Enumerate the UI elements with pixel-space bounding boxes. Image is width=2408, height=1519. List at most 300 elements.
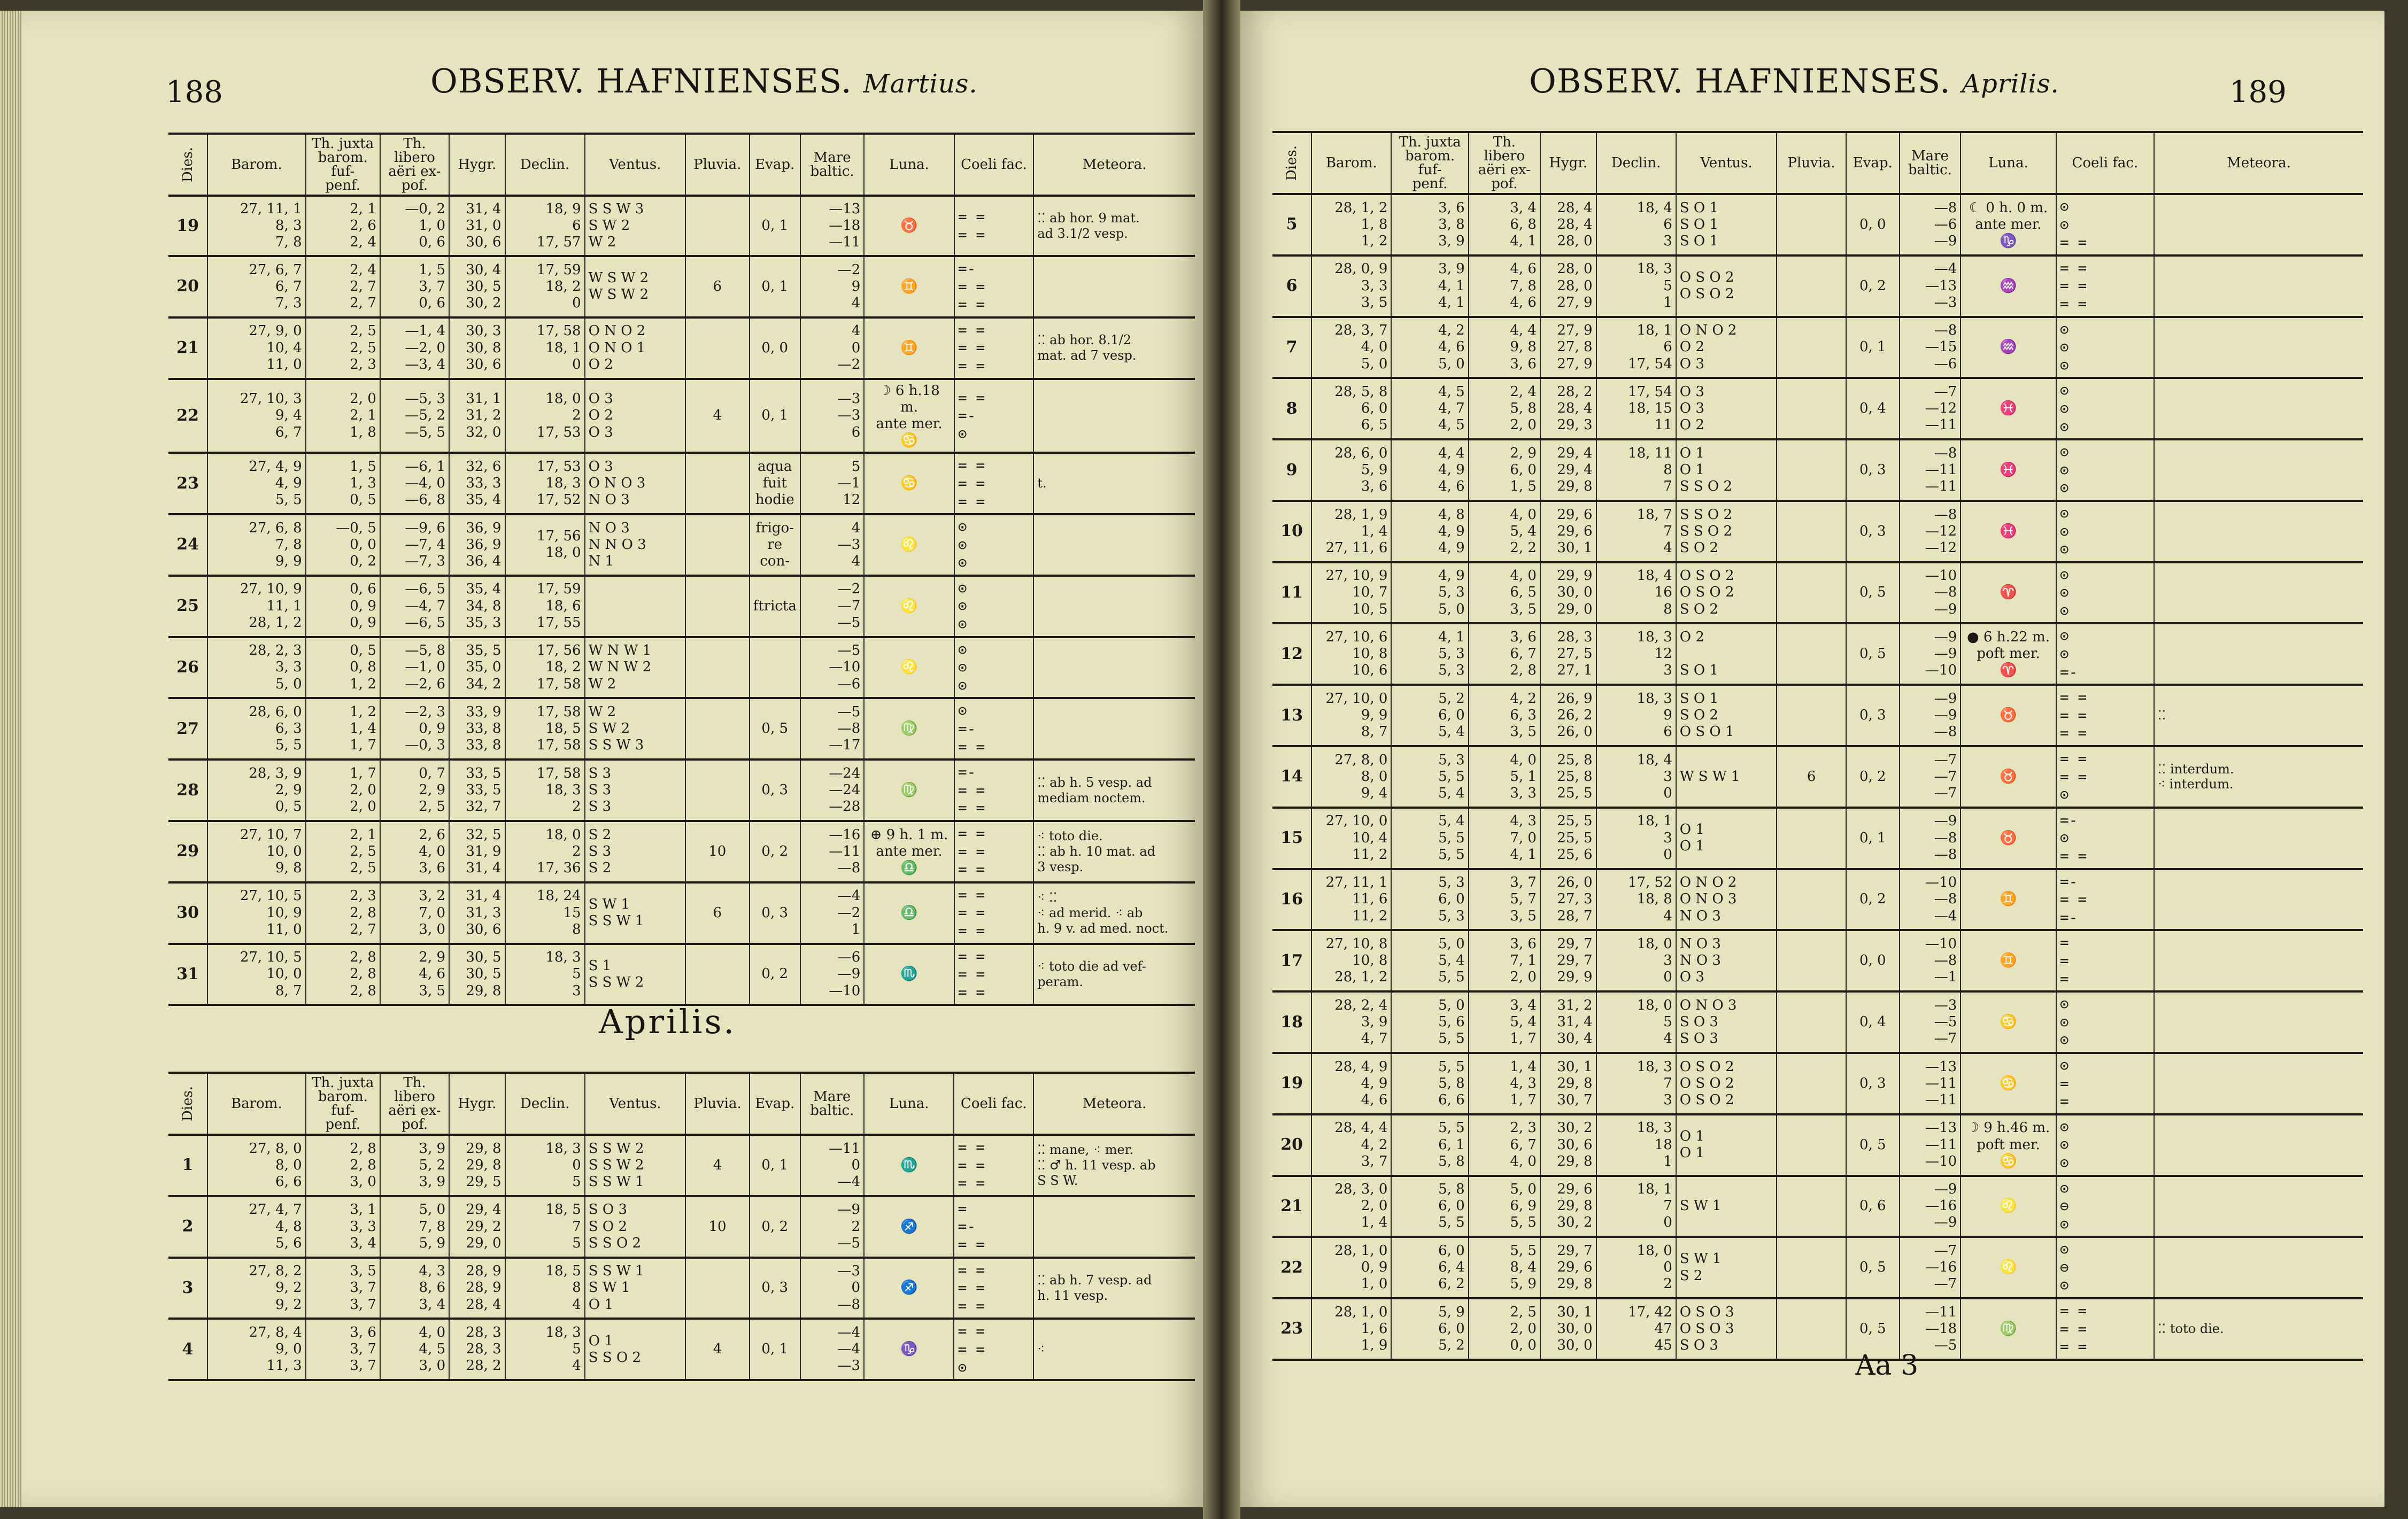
aprilis-table-right — [1272, 131, 2363, 1361]
evaporation-cell — [750, 637, 800, 699]
thermometer-outdoor-cell: —6, 1 —4, 0 —6, 8 — [380, 453, 449, 514]
page-edges — [0, 11, 21, 1507]
left-page — [21, 11, 1203, 1507]
baltic-sea-cell: —8 —11 —11 — [1900, 439, 1961, 501]
baltic-sea-cell: —7 —12 —11 — [1900, 378, 1961, 439]
declination-cell: 18, 0 5 4 — [1596, 991, 1676, 1053]
table-row — [168, 576, 1195, 637]
thermometer-outdoor-cell: 4, 6 7, 8 4, 6 — [1469, 255, 1540, 317]
wind-cell: W N W 1 W N W 2 W 2 — [585, 637, 685, 699]
baltic-sea-cell: 4 0 —2 — [800, 317, 864, 379]
moon-cell: ♊ — [1961, 930, 2056, 991]
column-header-baltic-sea: Mare baltic. — [800, 1073, 864, 1135]
baltic-sea-cell: —3 —5 —7 — [1900, 991, 1961, 1053]
baltic-sea-cell: —9 2 —5 — [800, 1196, 864, 1258]
day-cell: 20 — [168, 256, 207, 317]
wind-cell: O N O 2 O N O 3 N O 3 — [1676, 869, 1777, 931]
moon-cell: ♍ — [864, 759, 954, 821]
table-row — [168, 196, 1195, 256]
wind-cell: O 3 O 3 O 2 — [1676, 378, 1777, 439]
sky-state-cell: ⊙ ⊙ ⊙ — [2056, 562, 2154, 624]
thermometer-outdoor-cell: 4, 0 5, 4 2, 2 — [1469, 501, 1540, 562]
table-row — [168, 317, 1195, 379]
meteora-cell — [2154, 869, 2363, 931]
sky-state-cell: = = = = = = — [954, 882, 1034, 944]
baltic-sea-cell: —9 —9 —10 — [1900, 623, 1961, 685]
hygrometer-cell: 31, 4 31, 3 30, 6 — [449, 882, 505, 944]
hygrometer-cell: 30, 3 30, 8 30, 6 — [449, 317, 505, 379]
sky-state-cell: ⊙ ⊙ ⊙ — [954, 637, 1034, 699]
barometer-cell: 27, 4, 9 4, 9 5, 5 — [207, 453, 305, 514]
thermometer-indoor-cell: 5, 2 6, 0 5, 4 — [1391, 685, 1468, 746]
rain-cell — [685, 1258, 750, 1319]
declination-cell: 17, 59 18, 2 0 — [505, 256, 585, 317]
moon-cell: ☽ 9 h.46 m. poft mer. ♋ — [1961, 1114, 2056, 1176]
section-title: Aprilis. — [599, 1002, 737, 1041]
meteora-cell: ⁚⁚ mane, ⁖ mer. ⁚⁚ ♂ h. 11 vesp. ab S S W. — [1033, 1135, 1195, 1196]
wind-cell: W S W 2 W S W 2 — [585, 256, 685, 317]
sky-state-cell: = = = — [2056, 930, 2154, 991]
day-cell: 5 — [1272, 194, 1311, 255]
table-row — [168, 1135, 1195, 1196]
meteora-cell — [2154, 501, 2363, 562]
hygrometer-cell: 29, 7 29, 6 29, 8 — [1540, 1237, 1596, 1298]
wind-cell: O 2 S O 1 — [1676, 623, 1777, 685]
baltic-sea-cell: —8 —6 —9 — [1900, 194, 1961, 255]
column-header-declination: Declin. — [505, 134, 585, 196]
sky-state-cell: = = = = = = — [954, 1135, 1033, 1196]
evaporation-cell: 0, 3 — [1846, 1053, 1900, 1114]
moon-cell: ♓ — [1961, 501, 2056, 562]
baltic-sea-cell: —24 —24 —28 — [800, 759, 864, 821]
moon-cell: ♓ — [1961, 378, 2056, 439]
evaporation-cell: aqua fuit hodie — [750, 453, 800, 514]
thermometer-outdoor-cell: 2, 4 5, 8 2, 0 — [1469, 378, 1540, 439]
evaporation-cell: 0, 2 — [750, 821, 800, 882]
hygrometer-cell: 28, 9 28, 9 28, 4 — [449, 1258, 505, 1319]
rain-cell — [685, 944, 750, 1005]
evaporation-cell: 0, 0 — [750, 317, 800, 379]
thermometer-indoor-cell: 2, 8 2, 8 2, 8 — [306, 944, 380, 1005]
barometer-cell: 27, 8, 0 8, 0 6, 6 — [207, 1135, 306, 1196]
baltic-sea-cell: 5 —1 12 — [800, 453, 864, 514]
sky-state-cell: = =- = = — [954, 1196, 1033, 1258]
day-cell: 25 — [168, 576, 207, 637]
evaporation-cell: 0, 2 — [750, 1196, 800, 1258]
rain-cell: 10 — [685, 821, 750, 882]
thermometer-indoor-cell: 4, 1 5, 3 5, 3 — [1391, 623, 1468, 685]
rain-cell — [1777, 255, 1846, 317]
rain-cell — [1777, 685, 1846, 746]
aprilis-table-left — [168, 1072, 1195, 1381]
evaporation-cell: 0, 1 — [750, 1319, 800, 1380]
sky-state-cell: ⊙ ⊙ ⊙ — [2056, 991, 2154, 1053]
column-header-evaporation: Evap. — [750, 1073, 800, 1135]
rain-cell: 6 — [1777, 746, 1846, 808]
barometer-cell: 27, 9, 0 10, 4 11, 0 — [207, 317, 305, 379]
barometer-cell: 27, 11, 1 8, 3 7, 8 — [207, 196, 305, 256]
hygrometer-cell: 28, 4 28, 4 28, 0 — [1540, 194, 1596, 255]
thermometer-indoor-cell: 0, 5 0, 8 1, 2 — [306, 637, 380, 699]
meteora-cell — [1033, 698, 1195, 759]
rain-cell — [1777, 869, 1846, 931]
column-header-day: Dies. — [168, 134, 207, 196]
column-header-sky-state: Coeli fac. — [2056, 132, 2154, 194]
day-cell: 23 — [1272, 1298, 1311, 1360]
column-header-hygrometer: Hygr. — [449, 1073, 505, 1135]
thermometer-outdoor-cell: 2, 3 6, 7 4, 0 — [1469, 1114, 1540, 1176]
wind-cell: S O 1 S O 1 S O 1 — [1676, 194, 1777, 255]
sky-state-cell: ⊙ ⊙ ⊙ — [2056, 317, 2154, 378]
thermometer-outdoor-cell: —5, 8 —1, 0 —2, 6 — [380, 637, 449, 699]
thermometer-indoor-cell: 5, 0 5, 6 5, 5 — [1391, 991, 1468, 1053]
hygrometer-cell: 28, 0 28, 0 27, 9 — [1540, 255, 1596, 317]
wind-cell: S 2 S 3 S 2 — [585, 821, 685, 882]
baltic-sea-cell: —11 —18 —5 — [1900, 1298, 1961, 1360]
baltic-sea-cell: —8 —15 —6 — [1900, 317, 1961, 378]
hygrometer-cell: 25, 8 25, 8 25, 5 — [1540, 746, 1596, 808]
day-cell: 24 — [168, 514, 207, 576]
declination-cell: 18, 0 2 17, 36 — [505, 821, 585, 882]
sky-state-cell: =- = = =- — [2056, 869, 2154, 931]
hygrometer-cell: 29, 8 29, 8 29, 5 — [449, 1135, 505, 1196]
declination-cell: 18, 3 5 4 — [505, 1319, 585, 1380]
evaporation-cell: 0, 3 — [1846, 501, 1900, 562]
table-row — [168, 453, 1195, 514]
meteora-cell: ⁚⁚ interdum. ⁖ interdum. — [2154, 746, 2363, 808]
barometer-cell: 28, 2, 3 3, 3 5, 0 — [207, 637, 305, 699]
wind-cell: S W 1 — [1676, 1176, 1777, 1237]
rain-cell — [1777, 1298, 1846, 1360]
thermometer-outdoor-cell: 4, 3 8, 6 3, 4 — [380, 1258, 449, 1319]
evaporation-cell: ftricta — [750, 576, 800, 637]
sky-state-cell: = = = = = = — [954, 821, 1034, 882]
declination-cell: 18, 3 7 3 — [1596, 1053, 1676, 1114]
baltic-sea-cell: 4 —3 4 — [800, 514, 864, 576]
baltic-sea-cell: —6 —9 —10 — [800, 944, 864, 1005]
column-header-hygrometer: Hygr. — [1540, 132, 1596, 194]
sky-state-cell: ⊙ ⊖ ⊙ — [2056, 1176, 2154, 1237]
thermometer-indoor-cell: 4, 4 4, 9 4, 6 — [1391, 439, 1468, 501]
thermometer-indoor-cell: 1, 2 1, 4 1, 7 — [306, 698, 380, 759]
moon-cell: ☽ 6 h.18 m. ante mer. ♋ — [864, 379, 954, 453]
day-cell: 11 — [1272, 562, 1311, 624]
thermometer-outdoor-cell: 3, 4 5, 4 1, 7 — [1469, 991, 1540, 1053]
moon-cell: ♌ — [1961, 1237, 2056, 1298]
sky-state-cell: ⊙ ⊙ ⊙ — [954, 576, 1034, 637]
barometer-cell: 27, 10, 5 10, 0 8, 7 — [207, 944, 305, 1005]
evaporation-cell: 0, 5 — [1846, 623, 1900, 685]
thermometer-indoor-cell: 2, 1 2, 6 2, 4 — [306, 196, 380, 256]
column-header-barometer: Barom. — [207, 1073, 306, 1135]
declination-cell: 18, 0 3 0 — [1596, 930, 1676, 991]
rain-cell — [1777, 1114, 1846, 1176]
day-cell: 19 — [168, 196, 207, 256]
day-cell: 31 — [168, 944, 207, 1005]
thermometer-indoor-cell: 2, 0 2, 1 1, 8 — [306, 379, 380, 453]
moon-cell: ● 6 h.22 m. poft mer. ♈ — [1961, 623, 2056, 685]
wind-cell: O S O 3 O S O 3 S O 3 — [1676, 1298, 1777, 1360]
baltic-sea-cell: —9 —8 —8 — [1900, 808, 1961, 869]
declination-cell: 18, 1 6 17, 54 — [1596, 317, 1676, 378]
moon-cell: ⊕ 9 h. 1 m. ante mer. ♎ — [864, 821, 954, 882]
barometer-cell: 28, 4, 4 4, 2 3, 7 — [1311, 1114, 1391, 1176]
rain-cell — [685, 759, 750, 821]
column-header-barometer: Barom. — [207, 134, 305, 196]
barometer-cell: 28, 6, 0 6, 3 5, 5 — [207, 698, 305, 759]
table-row — [1272, 623, 2363, 685]
meteora-cell: ⁖ ⁚⁚ ⁖ ad merid. ⁖ ab h. 9 v. ad med. noct. — [1033, 882, 1195, 944]
evaporation-cell: 0, 5 — [1846, 562, 1900, 624]
hygrometer-cell: 32, 6 33, 3 35, 4 — [449, 453, 505, 514]
meteora-cell: ⁖ — [1033, 1319, 1195, 1380]
moon-cell: ♏ — [864, 944, 954, 1005]
table-row — [1272, 1114, 2363, 1176]
thermometer-indoor-cell: 5, 5 5, 8 6, 6 — [1391, 1053, 1468, 1114]
barometer-cell: 27, 8, 2 9, 2 9, 2 — [207, 1258, 306, 1319]
moon-cell: ♏ — [864, 1135, 954, 1196]
thermometer-indoor-cell: 3, 1 3, 3 3, 4 — [306, 1196, 380, 1258]
declination-cell: 17, 58 18, 3 2 — [505, 759, 585, 821]
rain-cell — [685, 196, 750, 256]
moon-cell: ♋ — [864, 453, 954, 514]
day-cell: 12 — [1272, 623, 1311, 685]
thermometer-outdoor-cell: 2, 9 6, 0 1, 5 — [1469, 439, 1540, 501]
table-row — [1272, 1298, 2363, 1360]
declination-cell: 18, 3 5 3 — [505, 944, 585, 1005]
thermometer-outdoor-cell: 5, 0 6, 9 5, 5 — [1469, 1176, 1540, 1237]
sky-state-cell: ⊙ =- = = — [954, 698, 1034, 759]
meteora-cell — [2154, 255, 2363, 317]
column-header-hygrometer: Hygr. — [449, 134, 505, 196]
barometer-cell: 27, 10, 0 10, 4 11, 2 — [1311, 808, 1391, 869]
sky-state-cell: ⊙ ⊙ ⊙ — [2056, 439, 2154, 501]
day-cell: 30 — [168, 882, 207, 944]
column-header-baltic-sea: Mare baltic. — [800, 134, 864, 196]
running-head: OBSERV. HAFNIENSES. Martius. — [430, 61, 978, 100]
day-cell: 6 — [1272, 255, 1311, 317]
thermometer-outdoor-cell: 4, 2 6, 3 3, 5 — [1469, 685, 1540, 746]
thermometer-indoor-cell: 6, 0 6, 4 6, 2 — [1391, 1237, 1468, 1298]
wind-cell: O N O 2 O 2 O 3 — [1676, 317, 1777, 378]
sky-state-cell: ⊙ ⊙ ⊙ — [954, 514, 1034, 576]
thermometer-outdoor-cell: —0, 2 1, 0 0, 6 — [380, 196, 449, 256]
table-row — [168, 1258, 1195, 1319]
declination-cell: 18, 4 6 3 — [1596, 194, 1676, 255]
column-header-thermometer-indoor: Th. juxta barom. fuf- penf. — [306, 134, 380, 196]
meteora-cell — [1033, 637, 1195, 699]
day-cell: 15 — [1272, 808, 1311, 869]
moon-cell: ♌ — [864, 514, 954, 576]
meteora-cell: ⁖ toto die. ⁚⁚ ab h. 10 mat. ad 3 vesp. — [1033, 821, 1195, 882]
wind-cell: O 1 O 1 — [1676, 808, 1777, 869]
barometer-cell: 28, 6, 0 5, 9 3, 6 — [1311, 439, 1391, 501]
table-row — [168, 698, 1195, 759]
table-row — [1272, 746, 2363, 808]
baltic-sea-cell: —5 —8 —17 — [800, 698, 864, 759]
column-header-moon: Luna. — [1961, 132, 2056, 194]
meteora-cell: t. — [1033, 453, 1195, 514]
evaporation-cell: 0, 1 — [750, 1135, 800, 1196]
sky-state-cell: = = = = = = — [2056, 255, 2154, 317]
barometer-cell: 28, 1, 2 1, 8 1, 2 — [1311, 194, 1391, 255]
baltic-sea-cell: —11 0 —4 — [800, 1135, 864, 1196]
baltic-sea-cell: —13 —11 —10 — [1900, 1114, 1961, 1176]
table-row — [168, 514, 1195, 576]
sky-state-cell: = = = = = = — [954, 453, 1034, 514]
meteora-cell — [2154, 1114, 2363, 1176]
moon-cell: ♑ — [864, 1319, 954, 1380]
hygrometer-cell: 31, 4 31, 0 30, 6 — [449, 196, 505, 256]
column-header-wind: Ventus. — [585, 134, 685, 196]
barometer-cell: 28, 1, 0 1, 6 1, 9 — [1311, 1298, 1391, 1360]
barometer-cell: 28, 1, 9 1, 4 27, 11, 6 — [1311, 501, 1391, 562]
moon-cell: ♒ — [1961, 317, 2056, 378]
barometer-cell: 27, 4, 7 4, 8 5, 6 — [207, 1196, 306, 1258]
baltic-sea-cell: —5 —10 —6 — [800, 637, 864, 699]
baltic-sea-cell: —4 —13 —3 — [1900, 255, 1961, 317]
evaporation-cell: 0, 3 — [750, 882, 800, 944]
hygrometer-cell: 30, 1 30, 0 30, 0 — [1540, 1298, 1596, 1360]
meteora-cell — [2154, 1237, 2363, 1298]
barometer-cell: 27, 10, 3 9, 4 6, 7 — [207, 379, 305, 453]
hygrometer-cell: 29, 6 29, 8 30, 2 — [1540, 1176, 1596, 1237]
table-row — [1272, 930, 2363, 991]
barometer-cell: 27, 11, 1 11, 6 11, 2 — [1311, 869, 1391, 931]
thermometer-indoor-cell: 5, 0 5, 4 5, 5 — [1391, 930, 1468, 991]
thermometer-indoor-cell: 2, 4 2, 7 2, 7 — [306, 256, 380, 317]
day-cell: 13 — [1272, 685, 1311, 746]
thermometer-outdoor-cell: 4, 4 9, 8 3, 6 — [1469, 317, 1540, 378]
sky-state-cell: = = = = ⊙ — [954, 1319, 1033, 1380]
declination-cell: 18, 9 6 17, 57 — [505, 196, 585, 256]
table-row — [168, 821, 1195, 882]
declination-cell: 18, 11 8 7 — [1596, 439, 1676, 501]
thermometer-outdoor-cell: 1, 4 4, 3 1, 7 — [1469, 1053, 1540, 1114]
meteora-cell — [2154, 439, 2363, 501]
declination-cell: 18, 3 5 1 — [1596, 255, 1676, 317]
hygrometer-cell: 31, 1 31, 2 32, 0 — [449, 379, 505, 453]
wind-cell: S S O 2 S S O 2 S O 2 — [1676, 501, 1777, 562]
sky-state-cell: = = = = = = — [2056, 685, 2154, 746]
sky-state-cell: ⊙ ⊙ =- — [2056, 623, 2154, 685]
day-cell: 22 — [168, 379, 207, 453]
running-head: OBSERV. HAFNIENSES. Aprilis. — [1529, 61, 2059, 100]
barometer-cell: 27, 6, 7 6, 7 7, 3 — [207, 256, 305, 317]
hygrometer-cell: 29, 9 30, 0 29, 0 — [1540, 562, 1596, 624]
column-header-thermometer-outdoor: Th. libero aëri ex- pof. — [380, 134, 449, 196]
sky-state-cell: = = = = = = — [954, 944, 1034, 1005]
evaporation-cell: 0, 1 — [750, 379, 800, 453]
baltic-sea-cell: —9 —16 —9 — [1900, 1176, 1961, 1237]
meteora-cell — [1033, 379, 1195, 453]
column-header-sky-state: Coeli fac. — [954, 1073, 1033, 1135]
evaporation-cell: 0, 1 — [750, 196, 800, 256]
thermometer-indoor-cell: 2, 1 2, 5 2, 5 — [306, 821, 380, 882]
table-row — [1272, 378, 2363, 439]
day-cell: 22 — [1272, 1237, 1311, 1298]
day-cell: 17 — [1272, 930, 1311, 991]
sky-state-cell: =- = = = = — [954, 256, 1034, 317]
hygrometer-cell: 30, 5 30, 5 29, 8 — [449, 944, 505, 1005]
wind-cell: O 3 O N O 3 N O 3 — [585, 453, 685, 514]
evaporation-cell: 0, 0 — [1846, 930, 1900, 991]
thermometer-indoor-cell: 4, 8 4, 9 4, 9 — [1391, 501, 1468, 562]
meteora-cell — [1033, 514, 1195, 576]
baltic-sea-cell: —2 9 4 — [800, 256, 864, 317]
thermometer-outdoor-cell: 1, 5 3, 7 0, 6 — [380, 256, 449, 317]
declination-cell: 18, 0 2 17, 53 — [505, 379, 585, 453]
column-header-rain: Pluvia. — [685, 1073, 750, 1135]
baltic-sea-cell: —16 —11 —8 — [800, 821, 864, 882]
moon-cell: ♊ — [864, 317, 954, 379]
barometer-cell: 27, 10, 6 10, 8 10, 6 — [1311, 623, 1391, 685]
moon-cell: ♍ — [1961, 1298, 2056, 1360]
thermometer-outdoor-cell: —6, 5 —4, 7 —6, 5 — [380, 576, 449, 637]
day-cell: 14 — [1272, 746, 1311, 808]
meteora-cell — [1033, 256, 1195, 317]
hygrometer-cell: 33, 5 33, 5 32, 7 — [449, 759, 505, 821]
day-cell: 7 — [1272, 317, 1311, 378]
meteora-cell: ⁚⁚ ab hor. 8.1/2 mat. ad 7 vesp. — [1033, 317, 1195, 379]
declination-cell: 17, 52 18, 8 4 — [1596, 869, 1676, 931]
sky-state-cell: ⊙ = = — [2056, 1053, 2154, 1114]
sky-state-cell: = = = = ⊙ — [2056, 746, 2154, 808]
column-header-thermometer-indoor: Th. juxta barom. fuf- penf. — [1391, 132, 1468, 194]
sky-state-cell: ⊙ ⊙ ⊙ — [2056, 501, 2154, 562]
evaporation-cell: 0, 2 — [1846, 255, 1900, 317]
moon-cell: ♓ — [1961, 439, 2056, 501]
meteora-cell: ⁖ toto die ad vef- peram. — [1033, 944, 1195, 1005]
column-header-moon: Luna. — [864, 1073, 954, 1135]
header-row — [1272, 132, 2363, 194]
header-row — [168, 134, 1195, 196]
column-header-meteora: Meteora. — [1033, 1073, 1195, 1135]
moon-cell: ♉ — [1961, 746, 2056, 808]
declination-cell: 17, 58 18, 1 0 — [505, 317, 585, 379]
table-row — [1272, 562, 2363, 624]
thermometer-outdoor-cell: 2, 5 2, 0 0, 0 — [1469, 1298, 1540, 1360]
hygrometer-cell: 28, 3 28, 3 28, 2 — [449, 1319, 505, 1380]
day-cell: 21 — [1272, 1176, 1311, 1237]
rain-cell — [685, 453, 750, 514]
barometer-cell: 27, 10, 9 10, 7 10, 5 — [1311, 562, 1391, 624]
thermometer-indoor-cell: 2, 8 2, 8 3, 0 — [306, 1135, 380, 1196]
rain-cell — [1777, 808, 1846, 869]
moon-cell: ☾ 0 h. 0 m. ante mer. ♑ — [1961, 194, 2056, 255]
rain-cell — [1777, 317, 1846, 378]
book-gutter — [1203, 0, 1240, 1519]
evaporation-cell: 0, 3 — [750, 759, 800, 821]
day-cell: 27 — [168, 698, 207, 759]
wind-cell: W S W 1 — [1676, 746, 1777, 808]
rain-cell: 4 — [685, 1135, 750, 1196]
baltic-sea-cell: —2 —7 —5 — [800, 576, 864, 637]
moon-cell: ♒ — [1961, 255, 2056, 317]
thermometer-indoor-cell: 0, 6 0, 9 0, 9 — [306, 576, 380, 637]
column-header-moon: Luna. — [864, 134, 954, 196]
evaporation-cell: 0, 6 — [1846, 1176, 1900, 1237]
moon-cell: ♌ — [864, 576, 954, 637]
table-row — [1272, 1237, 2363, 1298]
wind-cell: N O 3 N O 3 O 3 — [1676, 930, 1777, 991]
hygrometer-cell: 26, 9 26, 2 26, 0 — [1540, 685, 1596, 746]
meteora-cell: ⁚⁚ ab h. 5 vesp. ad mediam noctem. — [1033, 759, 1195, 821]
wind-cell: O 1 O 1 — [1676, 1114, 1777, 1176]
barometer-cell: 28, 5, 8 6, 0 6, 5 — [1311, 378, 1391, 439]
hygrometer-cell: 33, 9 33, 8 33, 8 — [449, 698, 505, 759]
meteora-cell — [2154, 194, 2363, 255]
